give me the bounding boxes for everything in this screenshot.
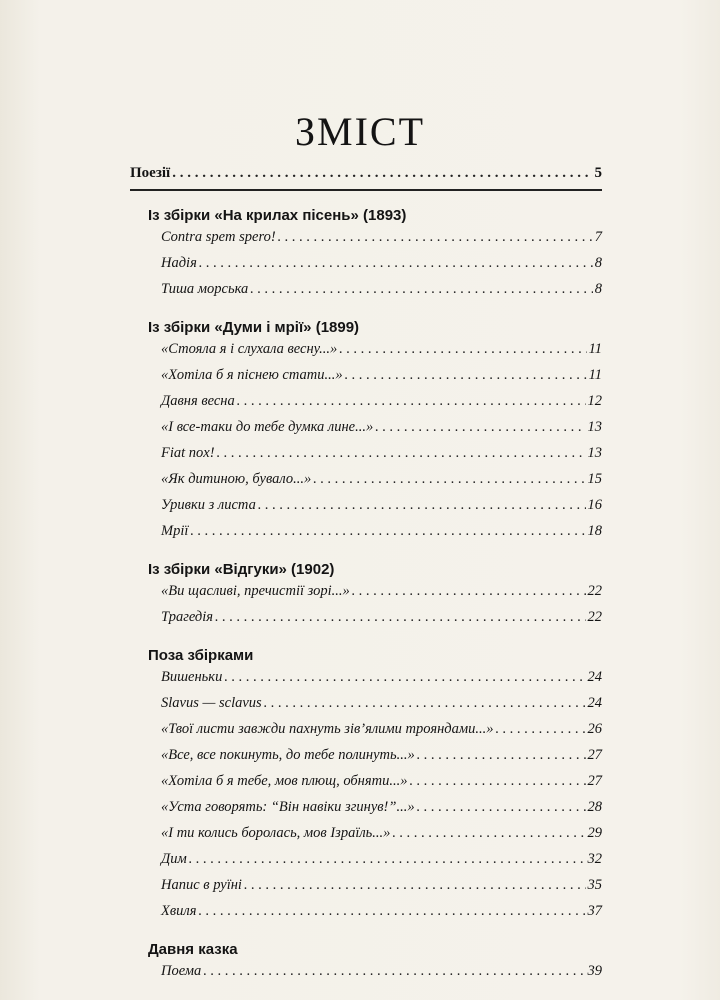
toc-entry-page: 26 [587, 721, 602, 737]
toc-entry [130, 721, 602, 747]
toc-entry-page: 7 [594, 229, 602, 245]
section-heading: Із збірки «На крилах пісень» (1893) [148, 207, 407, 224]
leader-dots [345, 367, 587, 384]
toc-entry [130, 445, 602, 471]
toc-entry-page: 8 [594, 255, 602, 271]
toc-entry [130, 281, 602, 307]
toc-entry-page: 12 [587, 393, 602, 409]
toc-entry-label: Contra spem spero! [161, 229, 276, 245]
toc-entry-label: «Хотіла б я піснею стати...» [161, 367, 343, 383]
table-of-contents [130, 165, 602, 989]
toc-entry-page: 35 [587, 877, 602, 893]
toc-entry [130, 963, 602, 989]
toc-entry-label: Хвиля [161, 903, 197, 919]
leader-dots [198, 903, 585, 920]
toc-entry-label: «Уста говорять: “Він навіки згинув!”...» [161, 799, 415, 815]
toc-entry-page: 28 [587, 799, 602, 815]
leader-dots [172, 165, 592, 182]
toc-entry [130, 825, 602, 851]
leader-dots [313, 471, 585, 488]
toc-entry-page: 11 [588, 341, 602, 357]
toc-entry-label: «І все-таки до тебе думка лине...» [161, 419, 374, 435]
toc-entry [130, 877, 602, 903]
page-title: ЗМІСТ [294, 109, 426, 154]
toc-entry [130, 497, 602, 523]
leader-dots [215, 609, 585, 626]
toc-entry-page: 22 [587, 609, 602, 625]
toc-entry [130, 229, 602, 255]
toc-entry-page: 27 [587, 747, 602, 763]
toc-entry-label: Трагедія [161, 609, 214, 625]
leader-dots [190, 523, 585, 540]
leader-dots [199, 255, 593, 272]
toc-entry-label: «Твої листи завжди пахнуть зів’ялими трояндами...» [161, 721, 494, 737]
toc-entry-label: «Стояла я і слухала весну...» [161, 341, 338, 357]
toc-entry [130, 523, 602, 549]
toc-entry-label: Fiat nox! [161, 445, 215, 461]
toc-entry-page: 5 [594, 165, 602, 181]
toc-entry-label: Вишеньки [161, 669, 223, 685]
toc-entry-page: 22 [587, 583, 602, 599]
section-heading: Із збірки «Думи і мрії» (1899) [148, 319, 360, 336]
leader-dots [258, 497, 586, 514]
leader-dots [244, 877, 586, 894]
toc-entry-page: 29 [587, 825, 602, 841]
toc-entry-label: Мрії [161, 523, 189, 539]
leader-dots [496, 721, 586, 738]
toc-entry-page: 18 [587, 523, 602, 539]
toc-entry-page: 39 [587, 963, 602, 979]
toc-entry-page: 16 [587, 497, 602, 513]
toc-entry [130, 393, 602, 419]
leader-dots [250, 281, 593, 298]
leader-dots [203, 963, 585, 980]
toc-entry-label: Дим [161, 851, 187, 867]
toc-entry-label: Напис в руїні [161, 877, 242, 893]
toc-entry [130, 799, 602, 825]
toc-entry [130, 851, 602, 877]
leader-dots [189, 851, 586, 868]
toc-entry [130, 903, 602, 929]
toc-entry [130, 583, 602, 609]
toc-entry [130, 669, 602, 695]
toc-entry-page: 32 [587, 851, 602, 867]
toc-entry-label: Тиша морська [161, 281, 249, 297]
toc-entry [130, 609, 602, 635]
leader-dots [392, 825, 585, 842]
toc-entry [130, 341, 602, 367]
toc-entry-page: 24 [587, 695, 602, 711]
toc-entry-label: Надія [161, 255, 197, 271]
toc-entry-page: 13 [587, 445, 602, 461]
toc-entry [130, 255, 602, 281]
section-heading: Із збірки «Відгуки» (1902) [148, 561, 335, 578]
section-heading: Поза збірками [148, 647, 254, 664]
section-heading: Давня казка [148, 941, 238, 958]
toc-top-entry [130, 165, 602, 191]
toc-entry [130, 773, 602, 799]
toc-entry-page: 27 [587, 773, 602, 789]
leader-dots [237, 393, 586, 410]
leader-dots [264, 695, 586, 712]
toc-entry-label: «І ти колись боролась, мов Ізраїль...» [161, 825, 391, 841]
toc-entry-page: 24 [587, 669, 602, 685]
leader-dots [278, 229, 593, 246]
toc-entry [130, 695, 602, 721]
toc-entry-page: 37 [587, 903, 602, 919]
toc-entry-label: Давня весна [161, 393, 235, 409]
toc-entry-label: Поема [161, 963, 202, 979]
toc-entry-page: 15 [587, 471, 602, 487]
toc-entry-page: 13 [587, 419, 602, 435]
toc-entry-label: Поезії [130, 165, 171, 181]
leader-dots [339, 341, 586, 358]
toc-entry [130, 367, 602, 393]
leader-dots [217, 445, 586, 462]
toc-entry-label: «Як дитиною, бувало...» [161, 471, 312, 487]
leader-dots [375, 419, 585, 436]
toc-entry [130, 747, 602, 773]
leader-dots [224, 669, 585, 686]
toc-entry-label: Уривки з листа [161, 497, 256, 513]
leader-dots [417, 747, 586, 764]
toc-entry-label: «Хотіла б я тебе, мов плющ, обняти...» [161, 773, 408, 789]
toc-entry-label: «Все, все покинуть, до тебе полинуть...» [161, 747, 415, 763]
leader-dots [409, 773, 585, 790]
toc-entry [130, 471, 602, 497]
leader-dots [417, 799, 586, 816]
toc-entry-page: 8 [594, 281, 602, 297]
toc-entry-page: 11 [588, 367, 602, 383]
toc-entry [130, 419, 602, 445]
leader-dots [352, 583, 586, 600]
toc-entry-label: «Ви щасливі, пречистії зорі...» [161, 583, 350, 599]
toc-entry-label: Slavus — sclavus [161, 695, 262, 711]
